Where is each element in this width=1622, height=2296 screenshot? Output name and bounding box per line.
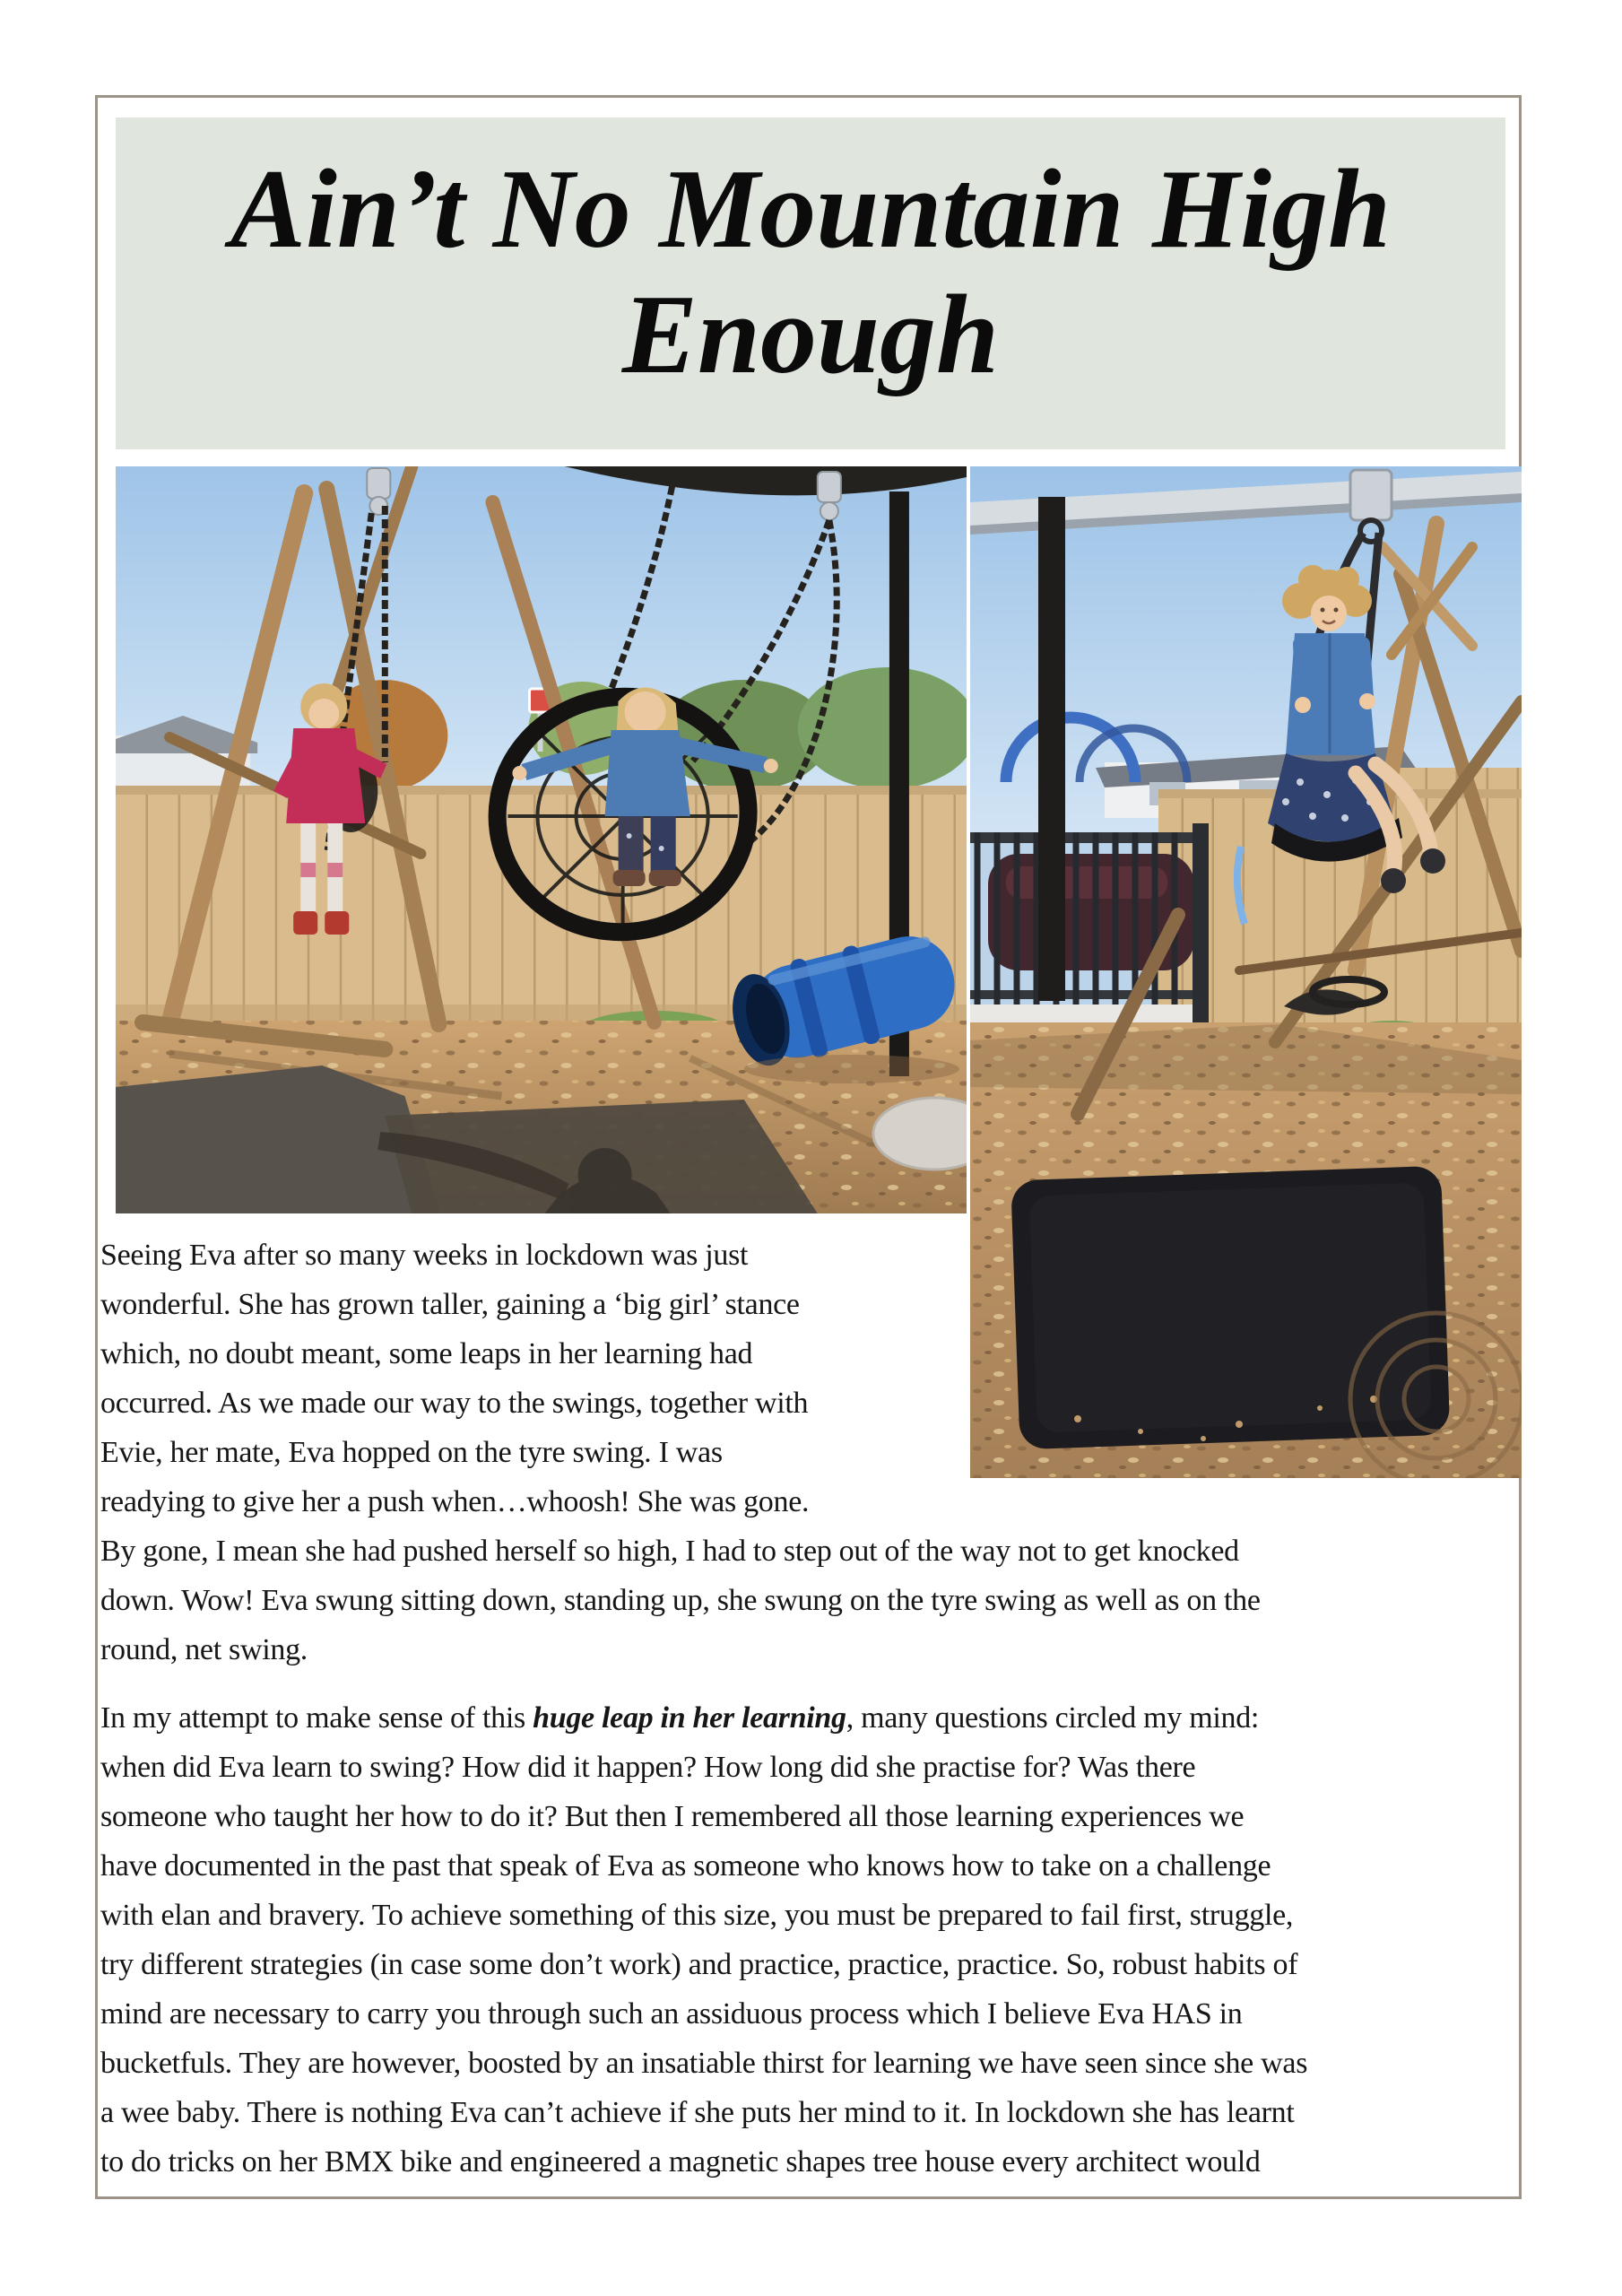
story-text: In my attempt to make sense of this [100, 1701, 533, 1735]
story-line: try different strategies (in case some don’t work) and practice, practice, practice. So, robust habits of [100, 1948, 1298, 1981]
story-line: with elan and bravery. To achieve something of this size, you must be prepared to fail first, struggle, [100, 1899, 1294, 1932]
swing-frame-pole [1038, 497, 1065, 1001]
story-line: have documented in the past that speak of Eva as someone who knows how to take on a challenge [100, 1849, 1271, 1883]
story-emphasis-text: huge leap in her learning [533, 1701, 846, 1735]
story-line: readying to give her a push when…whoosh! She was gone. [100, 1485, 810, 1518]
story-line: wonderful. She has grown taller, gaining a ‘big girl’ stance [100, 1288, 800, 1321]
story-line: bucketfuls. They are however, boosted by an insatiable thirst for learning we have seen since she was [100, 2047, 1308, 2080]
story-paragraph-1-wrapped [100, 1231, 967, 1526]
story-line: Seeing Eva after so many weeks in lockdown was just [100, 1239, 749, 1272]
story-line: down. Wow! Eva swung sitting down, standing up, she swung on the tyre swing as well as on the [100, 1584, 1261, 1617]
story-line: to do tricks on her BMX bike and engineered a magnetic shapes tree house every architect would [100, 2145, 1261, 2179]
rubber-mat [1010, 1166, 1450, 1450]
story-line: which, no doubt meant, some leaps in her learning had [100, 1337, 753, 1370]
story-text: , many questions circled my mind: [846, 1701, 1260, 1735]
playground-scene-left [116, 466, 967, 1213]
story-line: someone who taught her how to do it? But then I remembered all those learning experiences we [100, 1800, 1245, 1833]
playground-scene-right [970, 466, 1522, 1478]
story-line [100, 1693, 1522, 1743]
page-title-line1: Ain’t No Mountain High [230, 147, 1392, 272]
photo-girl-swinging-high [970, 466, 1522, 1478]
story-paragraph-1-full-width [100, 1526, 1522, 1674]
story-line: round, net swing. [100, 1633, 308, 1666]
story-line: mind are necessary to carry you through such an assiduous process which I believe Eva HAS in [100, 1997, 1243, 2031]
story-paragraph-2 [100, 1693, 1522, 2187]
story-line: By gone, I mean she had pushed herself so high, I had to step out of the way not to get knocked [100, 1535, 1239, 1568]
photo-children-on-net-and-log-swings [116, 466, 967, 1213]
page-title [116, 117, 1505, 398]
story-line: when did Eva learn to swing? How did it happen? How long did she practise for? Was there [100, 1751, 1196, 1784]
title-banner [116, 117, 1505, 449]
story-line: occurred. As we made our way to the swings, together with [100, 1387, 809, 1420]
page-title-line2: Enough [621, 273, 1000, 397]
story-line: a wee baby. There is nothing Eva can’t achieve if she puts her mind to it. In lockdown she has learnt [100, 2096, 1295, 2129]
story-line: Evie, her mate, Eva hopped on the tyre swing. I was [100, 1436, 723, 1469]
